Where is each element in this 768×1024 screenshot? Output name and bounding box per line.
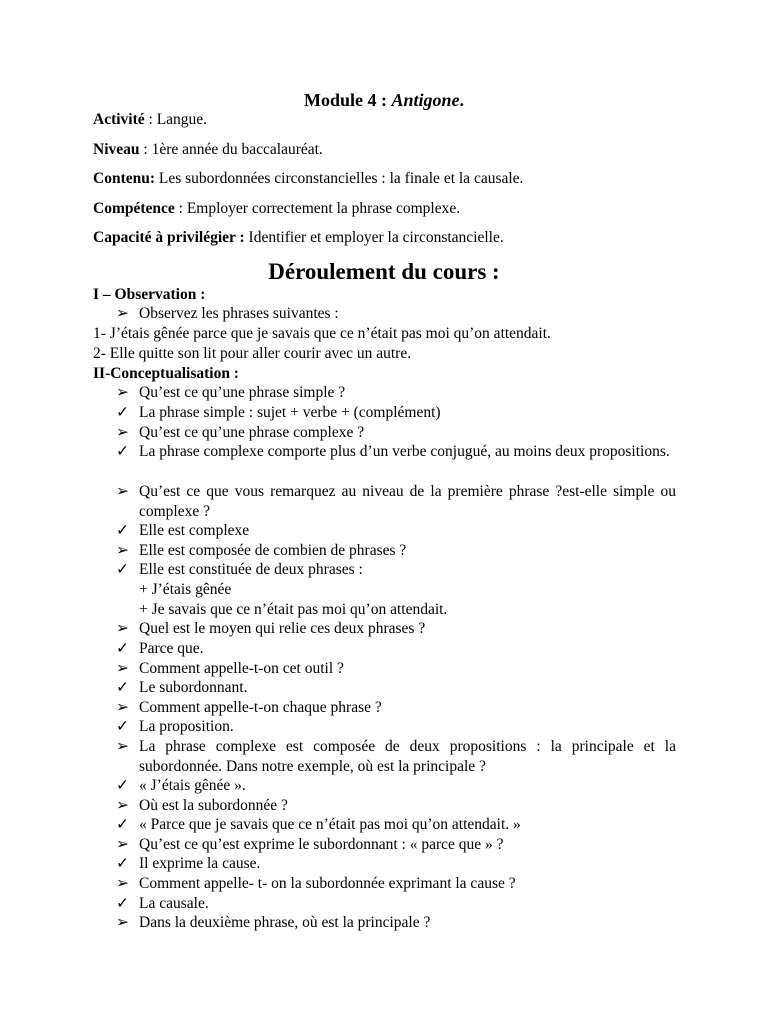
meta-activite: Activité : Langue. xyxy=(93,111,208,128)
arrowhead-bullet-icon: ➢ xyxy=(116,620,129,637)
list-item: ➢ Elle est composée de combien de phrases ? xyxy=(116,542,407,559)
arrowhead-bullet-icon: ➢ xyxy=(116,797,129,814)
meta-competence: Compétence : Employer correctement la phrase complexe. xyxy=(93,200,461,217)
list-item: ✓ Parce que. xyxy=(116,640,204,657)
page-title: Module 4 : Antigone. xyxy=(303,90,465,110)
checkmark-icon: ✓ xyxy=(116,816,129,833)
checkmark-icon: ✓ xyxy=(116,443,129,460)
meta-contenu: Contenu: Les subordonnées circonstancielles : la finale et la causale. xyxy=(93,170,524,187)
section-conceptualisation-title: II-Conceptualisation : xyxy=(93,365,239,382)
list-item: ✓ Il exprime la cause. xyxy=(116,855,261,872)
list-item: ➢ Comment appelle-t-on cet outil ? xyxy=(116,660,344,677)
list-item: ✓ La proposition. xyxy=(116,718,234,735)
list-item: ✓ Elle est constituée de deux phrases : xyxy=(116,561,363,578)
arrowhead-bullet-icon: ➢ xyxy=(116,875,129,892)
list-item: ➢ Où est la subordonnée ? xyxy=(116,797,288,814)
list-item: ➢ Observez les phrases suivantes : xyxy=(116,305,339,322)
section-heading: Déroulement du cours : xyxy=(268,259,500,284)
checkmark-icon: ✓ xyxy=(116,561,129,578)
list-item: ➢ Qu’est ce qu’est exprime le subordonnant : « parce que » ? xyxy=(116,836,504,853)
arrowhead-bullet-icon: ➢ xyxy=(116,738,129,755)
list-item: ✓ La causale. xyxy=(116,895,209,912)
list-item: ➢ Dans la deuxième phrase, où est la principale ? xyxy=(116,914,431,931)
checkmark-icon: ✓ xyxy=(116,679,129,696)
checkmark-icon: ✓ xyxy=(116,640,129,657)
checkmark-icon: ✓ xyxy=(116,855,129,872)
list-item: ➢ La phrase complexe est composée de deux propositions : la principale et la subordonnée. Dans notre exemple, où est la principale ? xyxy=(116,738,676,775)
list-item: ✓ « J’étais gênée ». xyxy=(116,777,246,794)
list-item: ➢ Comment appelle-t-on chaque phrase ? xyxy=(116,699,382,716)
arrowhead-bullet-icon: ➢ xyxy=(116,660,129,677)
meta-niveau: Niveau : 1ère année du baccalauréat. xyxy=(93,141,323,158)
sub-line: + J’étais gênée xyxy=(139,581,232,598)
sub-line: + Je savais que ce n’était pas moi qu’on attendait. xyxy=(139,601,448,618)
list-item: ✓ « Parce que je savais que ce n’était pas moi qu’on attendait. » xyxy=(116,816,521,833)
list-item: ➢ Qu’est ce qu’une phrase simple ? xyxy=(116,384,346,401)
arrowhead-bullet-icon: ➢ xyxy=(116,384,129,401)
list-item: ✓ Le subordonnant. xyxy=(116,679,248,696)
checkmark-icon: ✓ xyxy=(116,522,129,539)
checkmark-icon: ✓ xyxy=(116,777,129,794)
example-sentence: 1- J’étais gênée parce que je savais que ce n’était pas moi qu’on attendait. xyxy=(93,325,551,342)
work-title: Antigone xyxy=(391,90,460,110)
arrowhead-bullet-icon: ➢ xyxy=(116,483,129,500)
checkmark-icon: ✓ xyxy=(116,404,129,421)
list-item: ➢ Quel est le moyen qui relie ces deux phrases ? xyxy=(116,620,426,637)
arrowhead-bullet-icon: ➢ xyxy=(116,836,129,853)
list-item: ✓ La phrase simple : sujet + verbe + (complément) xyxy=(116,404,441,421)
arrowhead-bullet-icon: ➢ xyxy=(116,305,129,322)
list-item: ✓ Elle est complexe xyxy=(116,522,250,539)
list-item: ➢ Comment appelle- t- on la subordonnée exprimant la cause ? xyxy=(116,875,516,892)
arrowhead-bullet-icon: ➢ xyxy=(116,424,129,441)
list-item: ➢ Qu’est ce que vous remarquez au niveau de la première phrase ?est-elle simple ou complexe ? xyxy=(116,483,676,520)
example-sentence: 2- Elle quitte son lit pour aller courir avec un autre. xyxy=(93,345,412,362)
list-item: ➢ Qu’est ce qu’une phrase complexe ? xyxy=(116,424,365,441)
list-item: ✓ La phrase complexe comporte plus d’un verbe conjugué, au moins deux propositions. xyxy=(116,443,670,460)
meta-capacite: Capacité à privilégier : Identifier et employer la circonstancielle. xyxy=(93,229,504,246)
arrowhead-bullet-icon: ➢ xyxy=(116,699,129,716)
arrowhead-bullet-icon: ➢ xyxy=(116,914,129,931)
section-observation-title: I – Observation : xyxy=(93,286,206,303)
checkmark-icon: ✓ xyxy=(116,895,129,912)
arrowhead-bullet-icon: ➢ xyxy=(116,542,129,559)
checkmark-icon: ✓ xyxy=(116,718,129,735)
